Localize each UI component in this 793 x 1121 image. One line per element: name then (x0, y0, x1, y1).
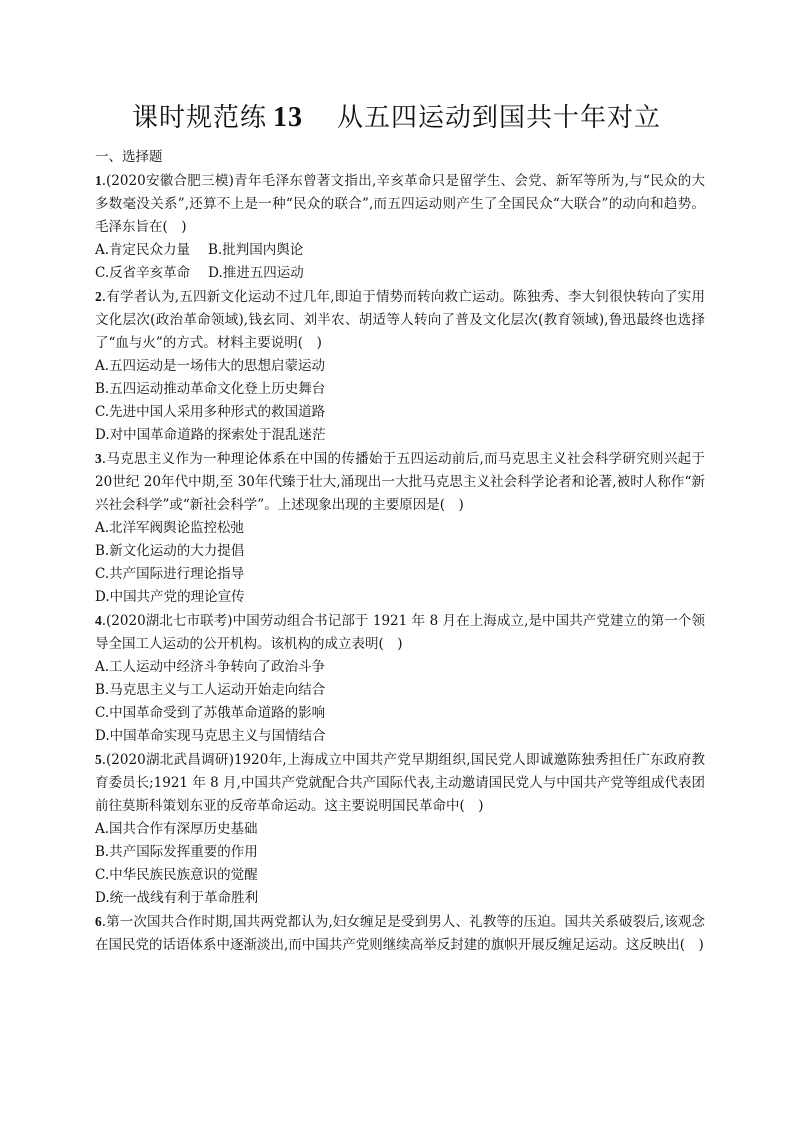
question-list (95, 146, 705, 957)
option-d: D.推进五四运动 (208, 265, 304, 281)
question-text: .(2020湖北七市联考)中国劳动组合书记部于 1921 年 8 月在上海成立,是中国共产党建立的第一个领导全国工人运动的公开机构。该机构的成立表明( ) (95, 613, 705, 652)
option-b: B.马克思主义与工人运动开始走向结合 (95, 682, 326, 698)
option-b: B.共产国际发挥重要的作用 (95, 844, 258, 860)
question-number: 2 (95, 289, 102, 304)
question-text: .(2020湖北武昌调研)1920年,上海成立中国共产党早期组织,国民党人即诚邀陈独秀担任广东政府教育委员长;1921 年 8 月,中国共产党就配合共产国际代表,主动邀请国民党人与中国共产党等组成代表团前往莫斯科策划东亚的反帝革命运动。这主要说明国民革命中( ) (95, 752, 705, 814)
question-number: 3 (95, 451, 102, 466)
question-text: .马克思主义作为一种理论体系在中国的传播始于五四运动前后,而马克思主义社会科学研究则兴起于 20世纪 20年代中期,至 30年代臻于壮大,涌现出一大批马克思主义社会科学论者和论著,被时人称作“新兴社会科学”或“新社会科学”。上述现象出现的主要原因是( ) (95, 451, 705, 513)
section-heading: 一、选择题 (95, 149, 163, 165)
option-row (95, 262, 705, 285)
question-stem-2 (95, 285, 705, 355)
option-b: B.批判国内舆论 (208, 242, 304, 258)
option-c: C.中国革命受到了苏俄革命道路的影响 (95, 705, 326, 721)
question-text: .第一次国共合作时期,国共两党都认为,妇女缠足是受到男人、礼教等的压迫。国共关系破裂后,该观念在国民党的话语体系中逐渐淡出,而中国共产党则继续高举反封建的旗帜开展反缠足运动。这反映出( ) (95, 914, 705, 953)
question-stem-6 (95, 910, 705, 957)
question-number: 4 (95, 613, 102, 628)
option-b: B.新文化运动的大力提倡 (95, 543, 245, 559)
option-a: A.北洋军阀舆论监控松弛 (95, 520, 245, 536)
title-number: 13 (273, 102, 303, 133)
title-text: 从五四运动到国共十年对立 (337, 103, 662, 133)
option-d: D.统一战线有利于革命胜利 (95, 890, 259, 906)
option-d: D.中国共产党的理论宣传 (95, 589, 245, 605)
question-stem-4 (95, 609, 705, 656)
question-text: .有学者认为,五四新文化运动不过几年,即迫于情势而转向救亡运动。陈独秀、李大钊很快转向了实用文化层次(政治革命领域),钱玄同、刘半农、胡适等人转向了普及文化层次(教育领域),鲁迅最终也选择了“血与火”的方式。材料主要说明( ) (95, 289, 705, 351)
option-d: D.对中国革命道路的探索处于混乱迷茫 (95, 427, 326, 443)
option-a: A.工人运动中经济斗争转向了政治斗争 (95, 659, 326, 675)
question-text: .(2020安徽合肥三模)青年毛泽东曾著文指出,辛亥革命只是留学生、会党、新军等所为,与“民众的大多数毫没关系”,还算不上是一种“民众的联合”,而五四运动则产生了全国民众“大联合”的动向和趋势。毛泽东旨在( ) (95, 173, 705, 235)
option-c: C.共产国际进行理论指导 (95, 566, 245, 582)
question-stem-5 (95, 748, 705, 818)
question-number: 1 (95, 173, 102, 188)
title-prefix: 课时规范练 (131, 103, 267, 133)
question-number: 5 (95, 752, 102, 767)
option-row (95, 239, 705, 262)
question-number: 6 (95, 914, 102, 929)
question-stem-3 (95, 447, 705, 517)
option-c: C.反省辛亥革命 (95, 265, 191, 281)
option-b: B.五四运动推动革命文化登上历史舞台 (95, 381, 326, 397)
question-stem-1 (95, 169, 705, 239)
option-c: C.先进中国人采用多种形式的救国道路 (95, 404, 326, 420)
option-c: C.中华民族民族意识的觉醒 (95, 867, 258, 883)
option-a: A.五四运动是一场伟大的思想启蒙运动 (95, 358, 326, 374)
option-d: D.中国革命实现马克思主义与国情结合 (95, 728, 326, 744)
option-a: A.国共合作有深厚历史基础 (95, 821, 258, 837)
page-title (0, 100, 793, 136)
option-a: A.肯定民众力量 (95, 242, 191, 258)
